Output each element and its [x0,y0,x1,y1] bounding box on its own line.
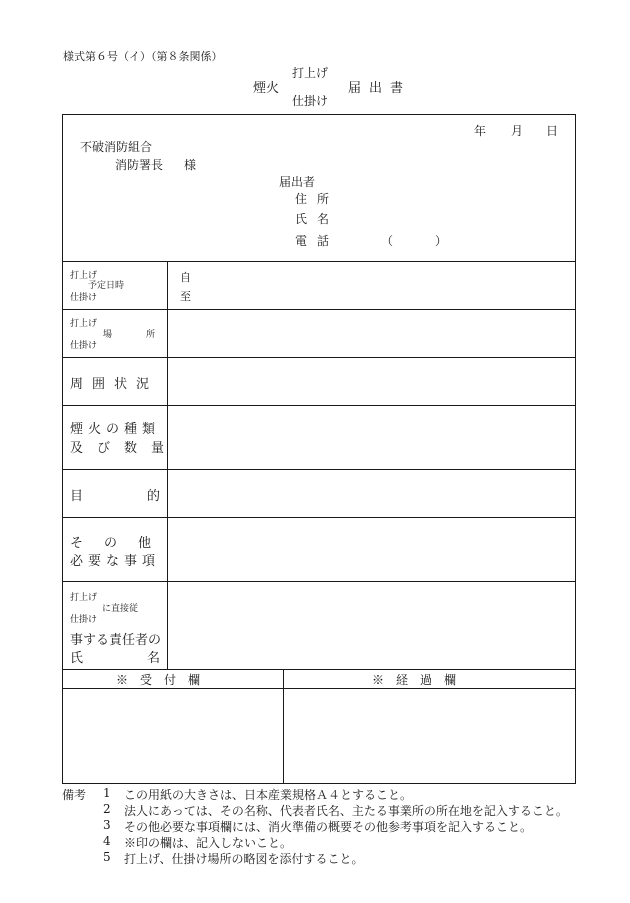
title-upper-word: 打上げ [292,66,329,80]
note-number: 4 [103,834,111,848]
frame-bottom [62,783,576,784]
row-divider [62,581,576,582]
other-label-line1: その他 [70,536,173,551]
row-divider [62,357,576,358]
responsible-suffix: に直接従 [102,604,139,614]
schedule-lower: 仕掛け [70,293,98,303]
purpose-label-b: 的 [147,489,161,504]
office-column-divider [283,669,284,783]
fireworks-label-line2: 及び数量 [70,441,179,456]
title-lower-word: 仕掛け [292,94,329,108]
notifier-name-label: 氏名 [295,212,340,226]
addressee-org: 不破消防組合 [80,140,153,154]
reception-header: ※ 受 付 欄 [116,673,201,687]
frame-right [575,114,576,784]
surroundings-label: 周囲状況 [70,377,159,392]
note-number: 2 [103,802,111,816]
other-label-line2: 必要な事項 [70,554,161,569]
notes-label: 備考 [62,788,87,802]
notifier-label: 届出者 [279,175,316,189]
responsible-upper: 打上げ [70,593,98,603]
note-number: 1 [103,786,111,800]
responsible-line2: 事する責任者の [70,633,162,648]
row-divider [62,669,576,670]
purpose-label-a: 目 [70,489,84,504]
form-number: 様式第６号（イ）（第８条関係） [63,50,223,63]
date-day: 日 [546,124,559,138]
addressee-honorific: 様 [184,158,197,172]
date-month: 月 [511,124,524,138]
progress-header: ※ 経 過 欄 [372,673,457,687]
fireworks-label-line1: 煙火の種類 [70,422,161,437]
note-text: この用紙の大きさは、日本産業規格Ａ４とすること。 [124,788,413,802]
notifier-phone-label: 電話 [295,234,340,248]
row-divider [62,469,576,470]
label-column-divider [167,261,168,669]
responsible-lower: 仕掛け [70,615,98,625]
note-text: ※印の欄は、記入しないこと。 [124,836,293,850]
notifier-address-label: 住所 [295,192,340,206]
row-divider [62,517,576,518]
schedule-label: 予定日時 [88,281,125,291]
row-divider [62,309,576,310]
title-right-word: 届出書 [348,81,412,96]
row-divider [62,688,576,689]
frame-left [62,114,63,784]
place-upper: 打上げ [70,319,98,329]
responsible-line3-a: 氏 [70,651,84,666]
row-divider [62,261,576,262]
row-divider [62,405,576,406]
note-text: その他必要な事項欄には、消火準備の概要その他参考事項を記入すること。 [124,820,533,834]
schedule-to: 至 [180,290,191,303]
title-left-word: 煙火 [253,81,280,96]
frame-top [62,114,576,115]
schedule-upper: 打上げ [70,271,98,281]
place-lower: 仕掛け [70,341,98,351]
note-number: 3 [103,818,111,832]
note-number: 5 [103,850,111,864]
schedule-from: 自 [180,271,191,284]
note-text: 打上げ、仕掛け場所の略図を添付すること。 [124,852,364,866]
responsible-line3-b: 名 [147,651,161,666]
note-text: 法人にあっては、その名称、代表者氏名、主たる事業所の所在地を記入すること。 [124,804,568,818]
date-year: 年 [474,124,487,138]
place-label: 場所 [103,330,190,340]
addressee-chief: 消防署長 [115,158,164,172]
notifier-phone-parens: （ ） [381,234,454,248]
